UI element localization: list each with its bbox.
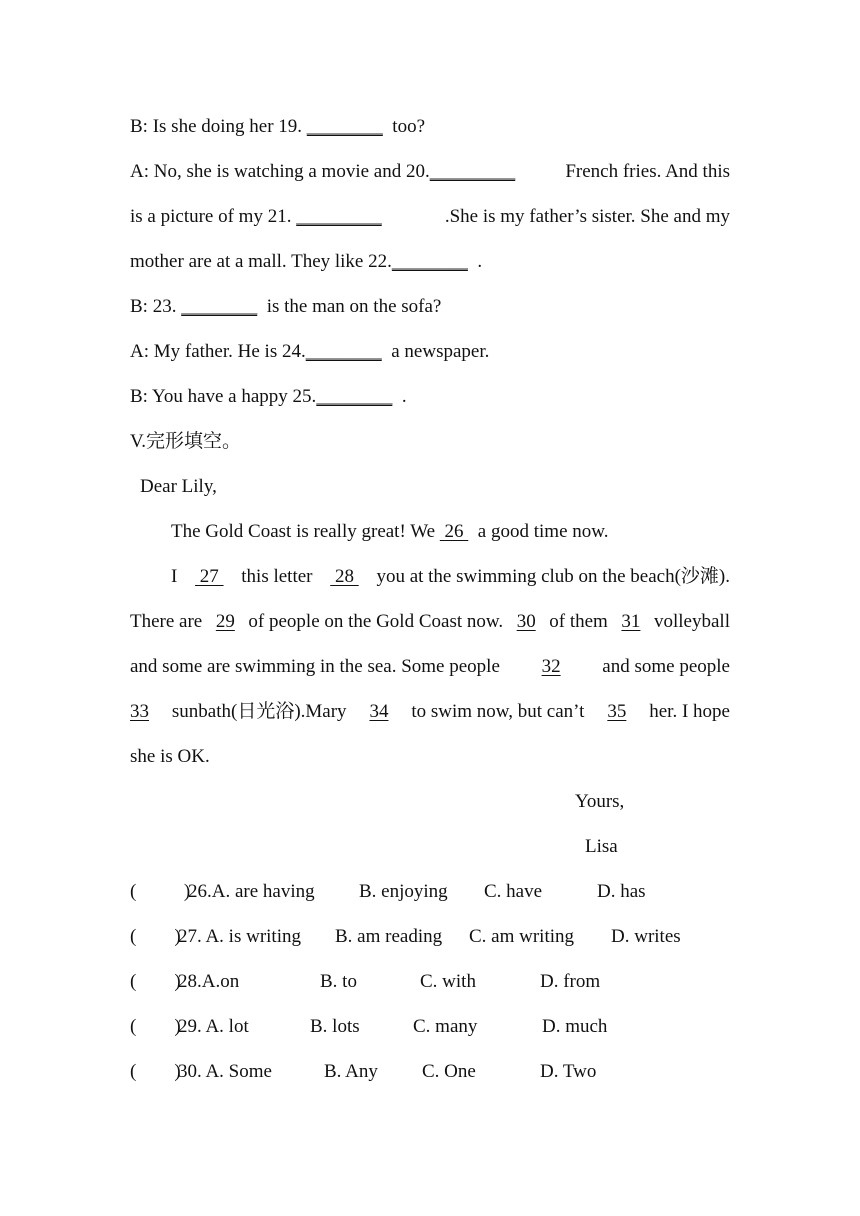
option-a: 26.A. are having <box>188 881 315 902</box>
dialogue-line-23 <box>130 295 441 319</box>
blank-20: _________ <box>429 161 516 182</box>
dialogue-line-22 <box>130 250 482 274</box>
text: and some people <box>602 656 730 677</box>
question-27 <box>0 925 860 949</box>
answer-paren[interactable]: ( ) <box>130 1016 181 1037</box>
text: B: You have a happy 25. <box>130 386 317 407</box>
option-a: 30. A. Some <box>178 1061 272 1082</box>
letter-closing: Yours, <box>575 791 625 812</box>
text: B: 23. <box>130 296 182 317</box>
text: A: My father. He is 24. <box>130 341 306 362</box>
text: mother are at a mall. They like 22. <box>130 251 392 272</box>
answer-paren[interactable]: ( ) <box>130 1061 181 1082</box>
text: a newspaper. <box>381 341 490 362</box>
option-c: C. have <box>484 881 543 902</box>
letter-line-5 <box>130 700 730 724</box>
dialogue-line-19 <box>130 115 425 139</box>
text: sunbath(日光浴).Mary <box>171 701 347 722</box>
option-c: C. am writing <box>469 926 575 947</box>
text: . <box>467 251 483 272</box>
blank-31: 31 <box>621 611 641 632</box>
answer-paren[interactable]: ( ) <box>130 971 181 992</box>
blank-32: 32 <box>541 656 561 677</box>
blank-22: ________ <box>391 251 468 272</box>
text: B: Is she doing her 19. <box>130 116 307 137</box>
option-a: 28.A.on <box>178 971 240 992</box>
text: There are <box>130 611 203 632</box>
question-30 <box>0 1060 860 1084</box>
blank-26: 26 <box>439 521 469 542</box>
blank-28: 28 <box>330 566 359 587</box>
option-b: B. enjoying <box>359 881 448 902</box>
answer-paren[interactable]: ( ) <box>130 926 181 947</box>
option-d: D. has <box>597 881 646 902</box>
text: her. I hope <box>649 701 730 722</box>
letter-line-4 <box>130 655 730 679</box>
text: volleyball <box>654 611 730 632</box>
letter-paragraph-2 <box>171 565 730 589</box>
text: you at the swimming club on the beach(沙滩). <box>376 566 730 587</box>
option-a: 29. A. lot <box>178 1016 249 1037</box>
option-b: B. to <box>320 971 357 992</box>
question-29 <box>0 1015 860 1039</box>
option-d: D. writes <box>611 926 681 947</box>
option-c: C. One <box>422 1061 476 1082</box>
blank-27: 27 <box>195 566 224 587</box>
text: is the man on the sofa? <box>257 296 442 317</box>
dialogue-line-21 <box>130 205 730 229</box>
option-d: D. much <box>542 1016 608 1037</box>
option-c: C. many <box>413 1016 478 1037</box>
question-28 <box>0 970 860 994</box>
text: French fries. And this <box>565 161 730 182</box>
text: The Gold Coast is really great! We <box>171 521 440 542</box>
letter-signature: Lisa <box>585 836 618 857</box>
blank-19: ________ <box>306 116 383 137</box>
text: too? <box>382 116 426 137</box>
question-26 <box>0 880 860 904</box>
letter-line-3 <box>130 610 730 634</box>
blank-33: 33 <box>130 701 149 722</box>
text: is a picture of my 21. <box>130 206 297 227</box>
dialogue-line-24 <box>130 340 489 364</box>
option-b: B. am reading <box>335 926 443 947</box>
option-b: B. Any <box>324 1061 378 1082</box>
text: .She is my father’s sister. She and my <box>444 206 730 227</box>
option-a: 27. A. is writing <box>178 926 301 947</box>
letter-line-6: she is OK. <box>130 746 210 767</box>
blank-23: ________ <box>181 296 258 317</box>
blank-21: _________ <box>296 206 382 227</box>
blank-35: 35 <box>607 701 627 722</box>
section-title: V.完形填空。 <box>130 431 242 452</box>
blank-25: ________ <box>316 386 393 407</box>
blank-24: ________ <box>305 341 382 362</box>
text: . <box>392 386 407 407</box>
dialogue-line-20 <box>130 160 730 184</box>
text: I <box>171 566 178 587</box>
option-d: D. from <box>540 971 601 992</box>
option-b: B. lots <box>310 1016 360 1037</box>
blank-34: 34 <box>369 701 389 722</box>
text: a good time now. <box>468 521 609 542</box>
option-d: D. Two <box>540 1061 597 1082</box>
text: this letter <box>241 566 313 587</box>
dialogue-line-25 <box>130 385 407 409</box>
letter-paragraph-1 <box>171 520 609 544</box>
letter-greeting: Dear Lily, <box>140 476 217 497</box>
text: of people on the Gold Coast now. <box>248 611 504 632</box>
blank-29: 29 <box>215 611 235 632</box>
text: of them <box>549 611 608 632</box>
option-c: C. with <box>420 971 476 992</box>
answer-paren[interactable]: ( ) <box>130 881 191 902</box>
text: to swim now, but can’t <box>411 701 585 722</box>
text: and some are swimming in the sea. Some people <box>130 656 500 677</box>
text: A: No, she is watching a movie and 20. <box>130 161 430 182</box>
blank-30: 30 <box>516 611 536 632</box>
